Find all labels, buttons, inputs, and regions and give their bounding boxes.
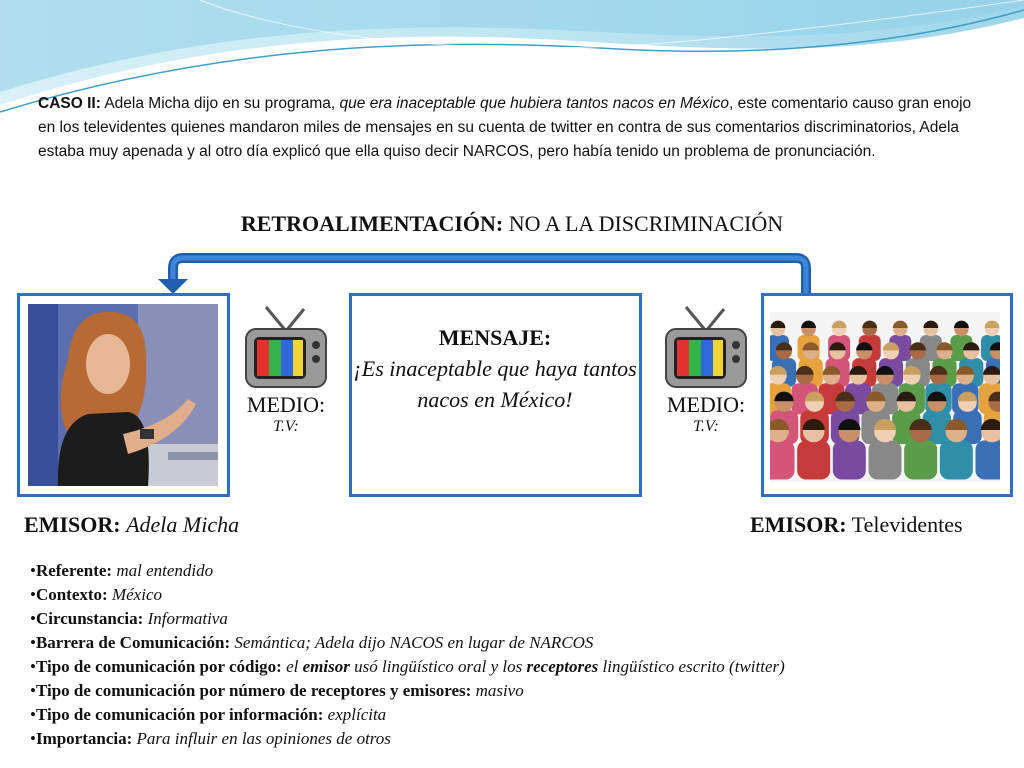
emisor-left-value: Adela Micha: [126, 512, 240, 537]
emisor-right-caption: [750, 512, 963, 538]
case-label: CASO II:: [38, 95, 101, 112]
item-label: Referente:: [35, 561, 113, 580]
medio-right: [646, 392, 766, 436]
medio-left-label: MEDIO:: [246, 392, 326, 417]
item-emphasis: emisor: [302, 657, 350, 676]
list-item: •Referente: mal entendido: [30, 561, 214, 580]
item-label: Importancia:: [35, 729, 133, 748]
emisor-left-label: EMISOR:: [24, 512, 121, 537]
item-label: Circunstancia:: [35, 609, 144, 628]
item-value: México: [111, 585, 162, 604]
emisor-right-label: EMISOR:: [750, 512, 847, 537]
case-quote: que era inaceptable que hubiera tantos nacos en México: [339, 95, 730, 112]
crowd-person-body: [940, 441, 973, 480]
emisor-left-caption: [24, 512, 239, 538]
emisor-photo: [28, 304, 218, 486]
case-intro: Adela Micha dijo en su programa,: [104, 95, 336, 112]
item-label: Tipo de comunicación por número de receptores y emisores:: [35, 681, 472, 700]
crowd-person-body: [833, 441, 866, 480]
crowd-person-body: [869, 441, 902, 480]
feedback-value: NO A LA DISCRIMINACIÓN: [508, 211, 784, 236]
medio-left-value: T.V:: [273, 418, 299, 435]
item-emphasis: receptores: [526, 657, 599, 676]
message-text: ¡Es inaceptable que haya tantos nacos en México!: [353, 356, 637, 412]
crowd-person-body: [770, 441, 795, 480]
case-rest: , este comentario causo gran enojo en los televidentes quienes mandaron miles de mensajes en su cuenta de twitter en contra de sus comentarios discriminatorios, Adela estaba muy apenada y al otro día explicó que ella quiso decir NARCOS, pero había tenido un problema de pronunciación.: [38, 95, 972, 160]
crowd-person-body: [976, 441, 1001, 480]
item-label: Tipo de comunicación por información:: [35, 705, 324, 724]
item-label: Contexto:: [35, 585, 108, 604]
list-item: •Circunstancia: Informativa: [30, 609, 228, 628]
list-item: •Importancia: Para influir en las opiniones de otros: [30, 729, 391, 748]
list-item: •Tipo de comunicación por información: explícita: [30, 705, 387, 724]
item-value: lingüístico escrito (twitter): [602, 657, 785, 676]
item-label: Barrera de Comunicación:: [35, 633, 231, 652]
emisor-image-frame: [17, 293, 230, 497]
medio-right-label: MEDIO:: [666, 392, 746, 417]
medio-left: [226, 392, 346, 436]
crowd-person-body: [904, 441, 937, 480]
tv-icon: [240, 305, 332, 391]
item-value: Para influir en las opiniones de otros: [136, 729, 391, 748]
item-value: Semántica; Adela dijo NACOS en lugar de NARCOS: [234, 633, 594, 652]
case-description: [38, 92, 988, 164]
message-content: [351, 296, 639, 415]
medio-right-value: T.V:: [693, 418, 719, 435]
receptor-photo: [770, 312, 1000, 482]
receptor-image-frame: [761, 293, 1013, 497]
emisor-right-value: Televidentes: [851, 512, 963, 537]
item-value: masivo: [475, 681, 524, 700]
item-value: mal entendido: [116, 561, 214, 580]
tv-icon: [660, 305, 752, 391]
list-item: •Barrera de Comunicación: Semántica; Adela dijo NACOS en lugar de NARCOS: [30, 633, 594, 652]
list-item: •Contexto: México: [30, 585, 162, 604]
item-value: usó lingüístico oral y los: [354, 657, 523, 676]
item-value: Informativa: [147, 609, 228, 628]
crowd-person-body: [797, 441, 830, 480]
message-title: MENSAJE:: [438, 325, 552, 350]
item-value: el: [286, 657, 299, 676]
list-item: •Tipo de comunicación por código: el emisor usó lingüístico oral y los receptores lingüístico escrito (twitter): [30, 657, 785, 676]
analysis-list: [30, 559, 785, 751]
item-value: explícita: [327, 705, 387, 724]
feedback-heading: [0, 211, 1024, 237]
list-item: •Tipo de comunicación por número de receptores y emisores: masivo: [30, 681, 524, 700]
feedback-label: RETROALIMENTACIÓN:: [240, 211, 504, 236]
item-label: Tipo de comunicación por código:: [35, 657, 282, 676]
